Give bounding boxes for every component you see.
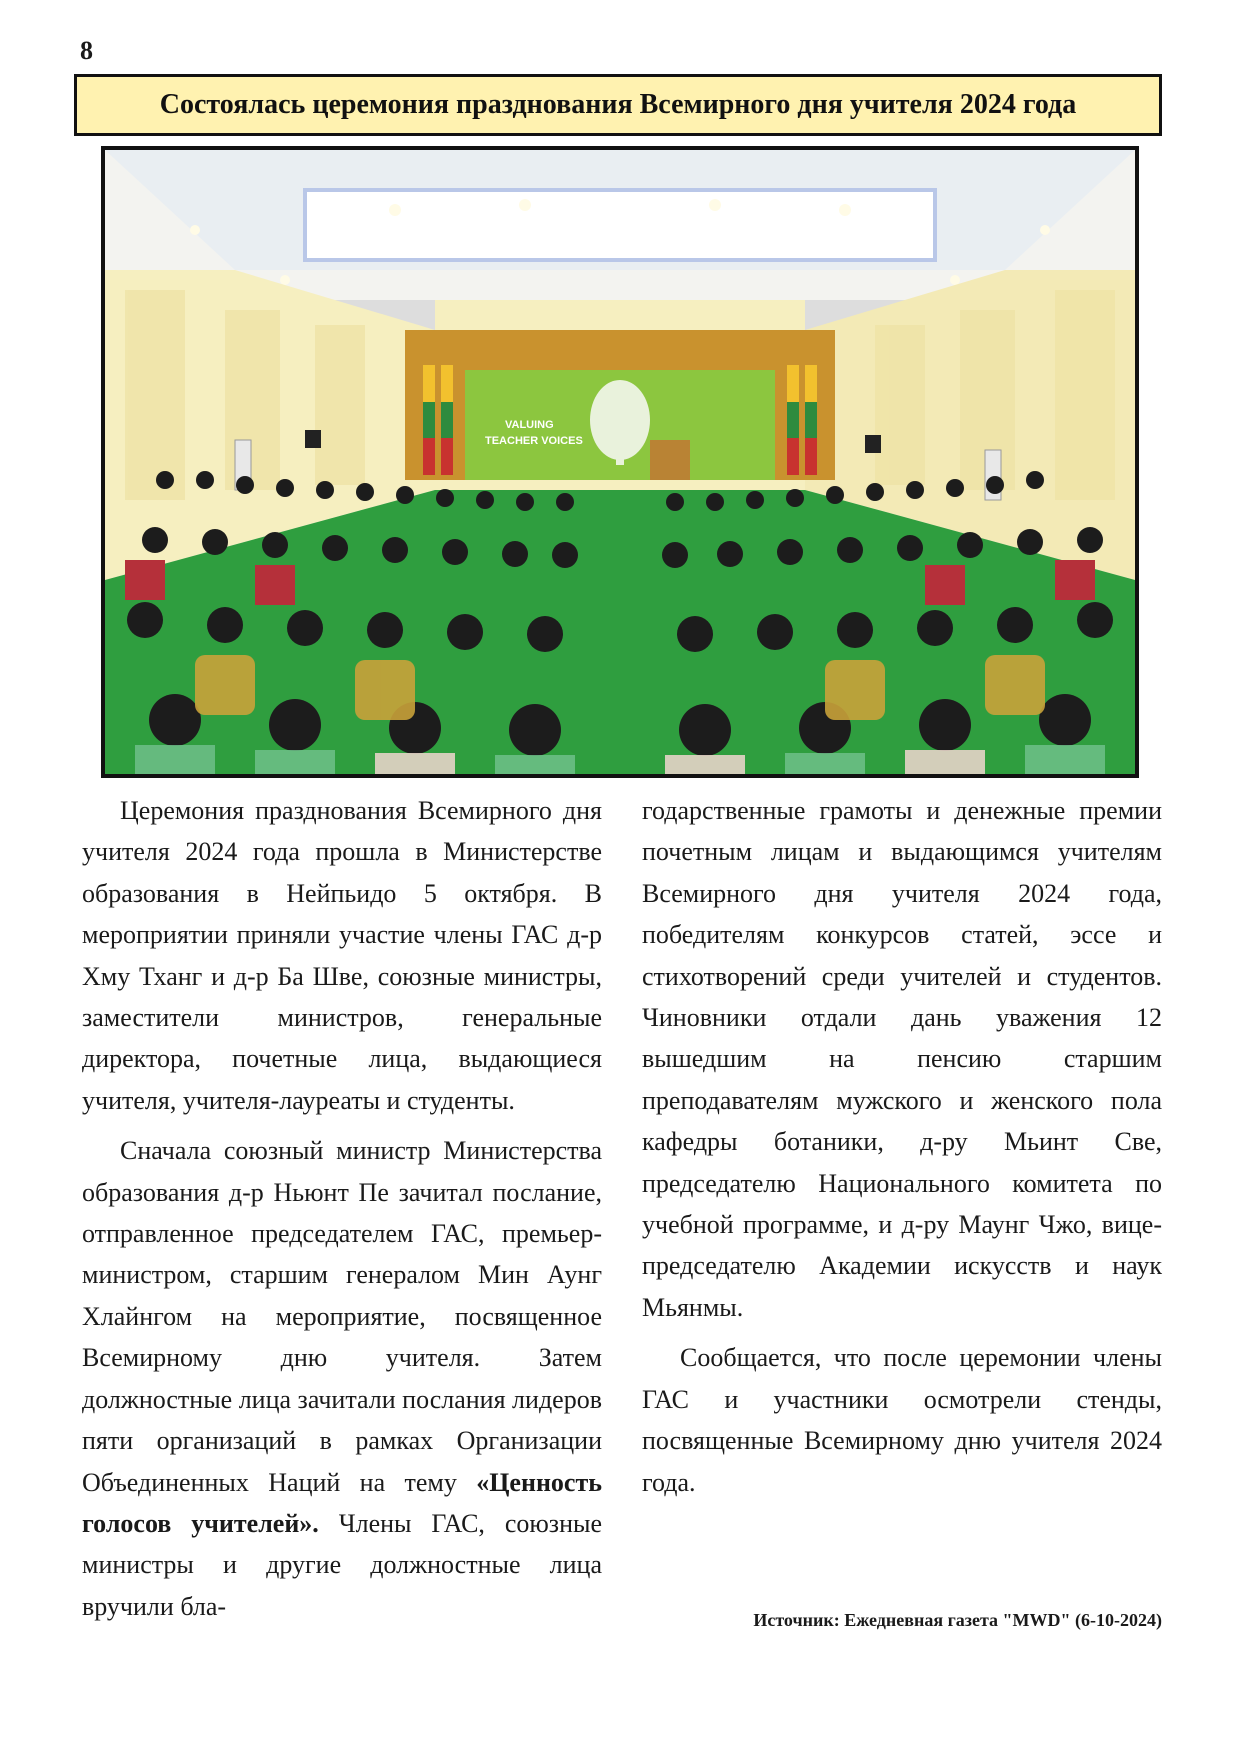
article-column-right bbox=[642, 790, 1162, 1503]
article-paragraph bbox=[82, 1130, 602, 1627]
banner-text-line2: TEACHER VOICES bbox=[485, 435, 583, 447]
article-theme-bold: «Ценность голосов учителей». bbox=[82, 1467, 602, 1538]
banner-text-line1: VALUING bbox=[505, 419, 554, 431]
article-paragraph: Сообщается, что после церемонии члены ГАС и участники осмотрели стенды, посвященные Всемирному дню учителя 2024 года. bbox=[642, 1343, 1162, 1497]
article-column-left bbox=[82, 790, 602, 1627]
article-text: Члены ГАС, союзные министры и другие должностные лица вручили бла- bbox=[82, 1508, 602, 1621]
article-paragraph: Церемония празднования Всемирного дня учителя 2024 года прошла в Министерстве образования в Нейпьидо 5 октября. В мероприятии приняли участие члены ГАС д-р Хму Тханг и д-р Ба Шве, союзные министры, заместители министров, генеральные директора, почетные лица, выдающиеся учителя, учителя-лауреаты и студенты. bbox=[82, 796, 602, 1115]
event-photo-illustration bbox=[105, 150, 1135, 774]
article-paragraph: годарственные грамоты и денежные премии почетным лицам и выдающимся учителям Всемирного дня учителя 2024 года, победителям конкурсов статей, эссе и стихотворений среди учителей и студентов. Чиновники отдали дань уважения 12 вышедшим на пенсию старшим преподавателям мужского и женского пола кафедры ботаники, д-ру Мьинт Све, председателю Национального комитета по учебной программе, и д-ру Маунг Чжо, вице-председателю Академии искусств и наук Мьянмы. bbox=[642, 796, 1162, 1322]
source-credit: Источник: Ежедневная газета "MWD" (6-10-2024) bbox=[753, 1610, 1162, 1630]
headline: Состоялась церемония празднования Всемирного дня учителя 2024 года bbox=[159, 89, 1077, 120]
event-photo bbox=[101, 146, 1139, 778]
article-text: Сначала союзный министр Министерства образования д-р Ньюнт Пе зачитал послание, отправленное председателем ГАС, премьер-министром, старшим генералом Мин Аунг Хлайнгом на мероприятие, посвященное Всемирному дню учителя. Затем должностные лица зачитали послания лидеров пяти организаций в рамках Организации Объединенных Наций на тему bbox=[82, 1136, 602, 1497]
page-number: 8 bbox=[80, 36, 93, 65]
headline-box bbox=[74, 74, 1162, 136]
